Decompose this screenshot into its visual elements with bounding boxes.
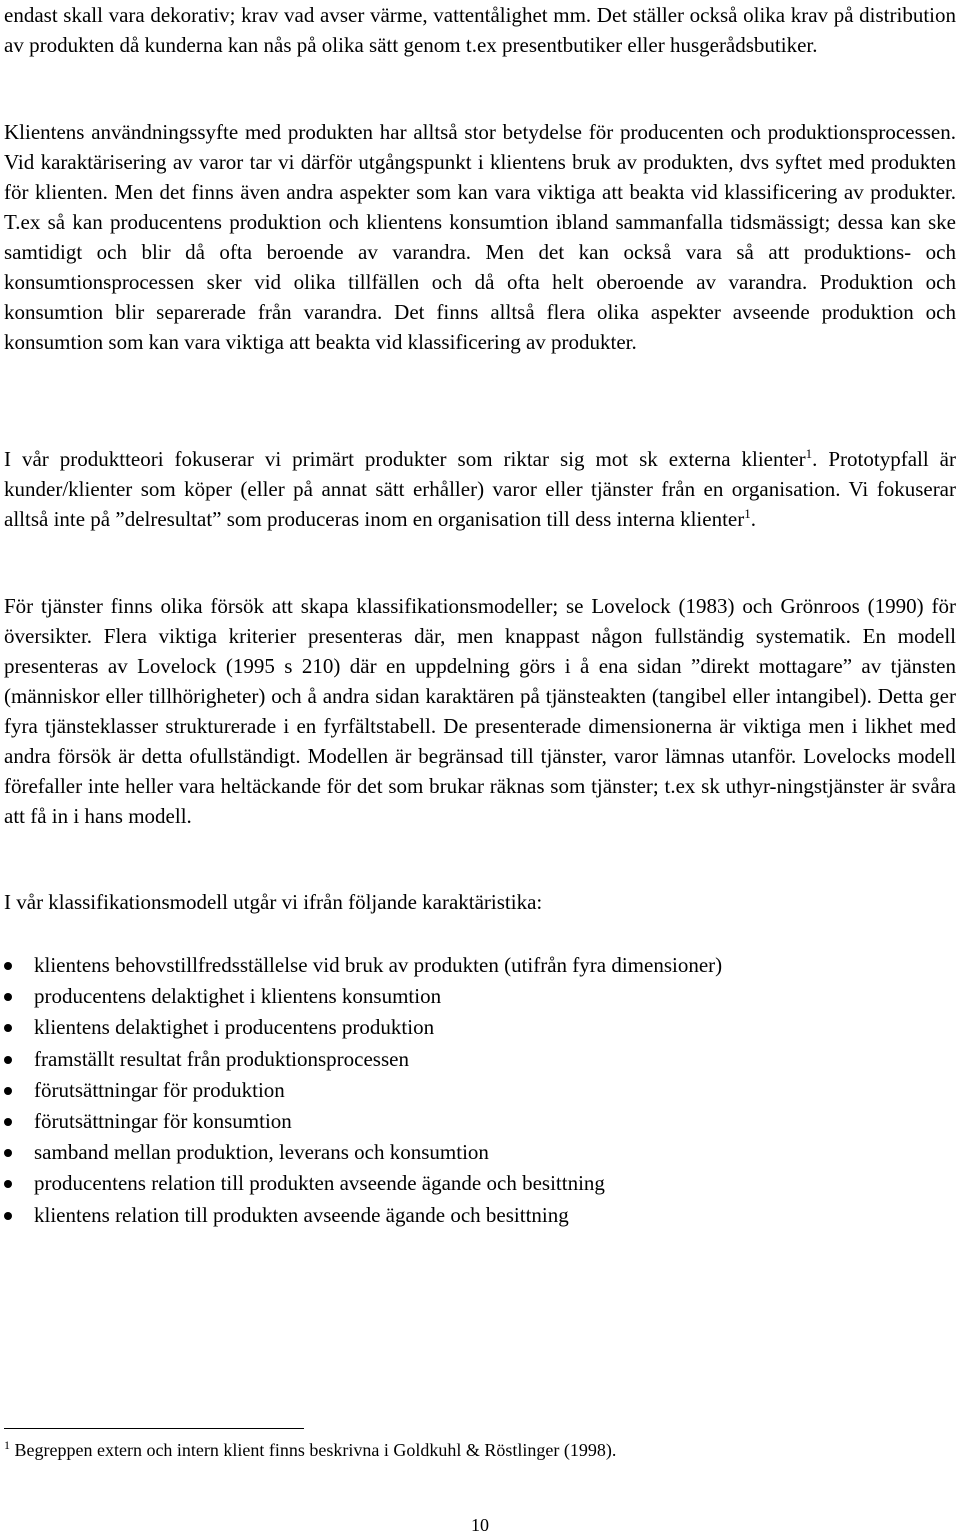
footnote-separator (4, 1428, 304, 1429)
paragraph-5: I vår klassifikationsmodell utgår vi ifrån följande karaktäristika: (4, 890, 543, 914)
list-item-text: framställt resultat från produktionsprocessen (34, 1046, 409, 1071)
list-item-text: klientens relation till produkten avseende ägande och besittning (34, 1202, 569, 1227)
list-item (4, 1075, 722, 1106)
list-item (4, 1137, 722, 1168)
paragraph-2: Klientens användningssyfte med produkten har alltså stor betydelse för producenten och produktionsprocessen. Vid karaktärisering av varor tar vi därför utgångspunkt i klientens bruk av produkten, dvs syftet med produkten för klienten. Men det finns även andra aspekter som kan vara viktiga att beakta vid klassificering av produkter. T.ex så kan producentens produktion och klientens konsumtion ibland sammanfalla tidsmässigt; dessa kan ske samtidigt och blir då ofta beroende av varandra. Men det kan också vara så att produktions- och konsumtionsprocessen sker vid olika tillfällen och då ofta helt oberoende av varandra. Produktion och konsumtion blir separerade från varandra. Det finns alltså flera olika aspekter avseende produktion och konsumtion som kan vara viktiga att beakta vid klassificering av produkter. (4, 120, 956, 354)
list-item (4, 1012, 722, 1043)
list-item-text: producentens relation till produkten avseende ägande och besittning (34, 1171, 605, 1196)
bullet-icon (4, 962, 12, 970)
footnote-ref-2: 1 (744, 506, 751, 521)
paragraph-3-text-b: . Prototypfall är kunder/klienter som köper (eller på annat sätt erhåller) varor eller tjänster från en organisation. Vi fokuserar alltså inte på ”delresultat” som produceras inom en organisation till dess interna klienter (4, 447, 956, 531)
paragraph-3 (4, 444, 956, 534)
bullet-icon (4, 1056, 12, 1064)
list-item-text: producentens delaktighet i klientens konsumtion (34, 984, 442, 1009)
list-item (4, 950, 722, 981)
list-item (4, 1200, 722, 1231)
list-item-text: klientens delaktighet i producentens produktion (34, 1015, 435, 1040)
footnote-marker: 1 (4, 1438, 10, 1452)
paragraph-3-text-a: I vår produktteori fokuserar vi primärt produkter som riktar sig mot sk externa klienter (4, 447, 806, 471)
bullet-icon (4, 993, 12, 1001)
paragraph-4: För tjänster finns olika försök att skapa klassifikationsmodeller; se Lovelock (1983) och Grönroos (1990) för översikter. Flera viktiga kriterier presenteras där, men knappast någon fullständig systematik. En modell presenteras av Lovelock (1995 s 210) där en uppdelning görs i å ena sidan ”direkt mottagare” av tjänsten (människor eller tillhörigheter) och å andra sidan karaktären på tjänsteakten (tangibel eller intangibel). Detta ger fyra tjänsteklasser strukturerade i en fyrfältstabell. De presenterade dimensionerna är viktiga men i likhet med andra försök är detta ofullständigt. Modellen är begränsad till tjänster, varor lämnas utanför. Lovelocks modell förefaller inte heller vara heltäckande för det som brukar räknas som tjänster; t.ex sk uthyr-ningstjänster är svåra att få in i hans modell. (4, 594, 956, 828)
list-item (4, 1044, 722, 1075)
list-item-text: samband mellan produktion, leverans och konsumtion (34, 1140, 489, 1165)
bullet-icon (4, 1180, 12, 1188)
list-item (4, 1106, 722, 1137)
list-item-text: förutsättningar för konsumtion (34, 1108, 292, 1133)
list-item-text: klientens behovstillfredsställelse vid bruk av produkten (utifrån fyra dimensioner) (34, 953, 723, 977)
list-item-text: förutsättningar för produktion (34, 1077, 285, 1102)
list-item (4, 981, 722, 1012)
footnote-text: Begreppen extern och intern klient finns beskrivna i Goldkuhl & Röstlinger (1998). (10, 1440, 617, 1460)
bullet-icon (4, 1212, 12, 1220)
bullet-icon (4, 1024, 12, 1032)
bullet-icon (4, 1118, 12, 1126)
footnote (4, 1437, 616, 1463)
list-item (4, 1168, 722, 1199)
bullet-icon (4, 1149, 12, 1157)
footnote-ref-1: 1 (805, 446, 813, 461)
page-number: 10 (471, 1515, 489, 1535)
paragraph-1: endast skall vara dekorativ; krav vad avser värme, vattentålighet mm. Det ställer också olika krav på distribution av produkten då kunderna kan nås på olika sätt genom t.ex presentbutiker eller husgerådsbutiker. (4, 3, 956, 57)
characteristics-list (4, 950, 722, 1231)
bullet-icon (4, 1087, 12, 1095)
paragraph-3-text-c: . (750, 507, 756, 531)
